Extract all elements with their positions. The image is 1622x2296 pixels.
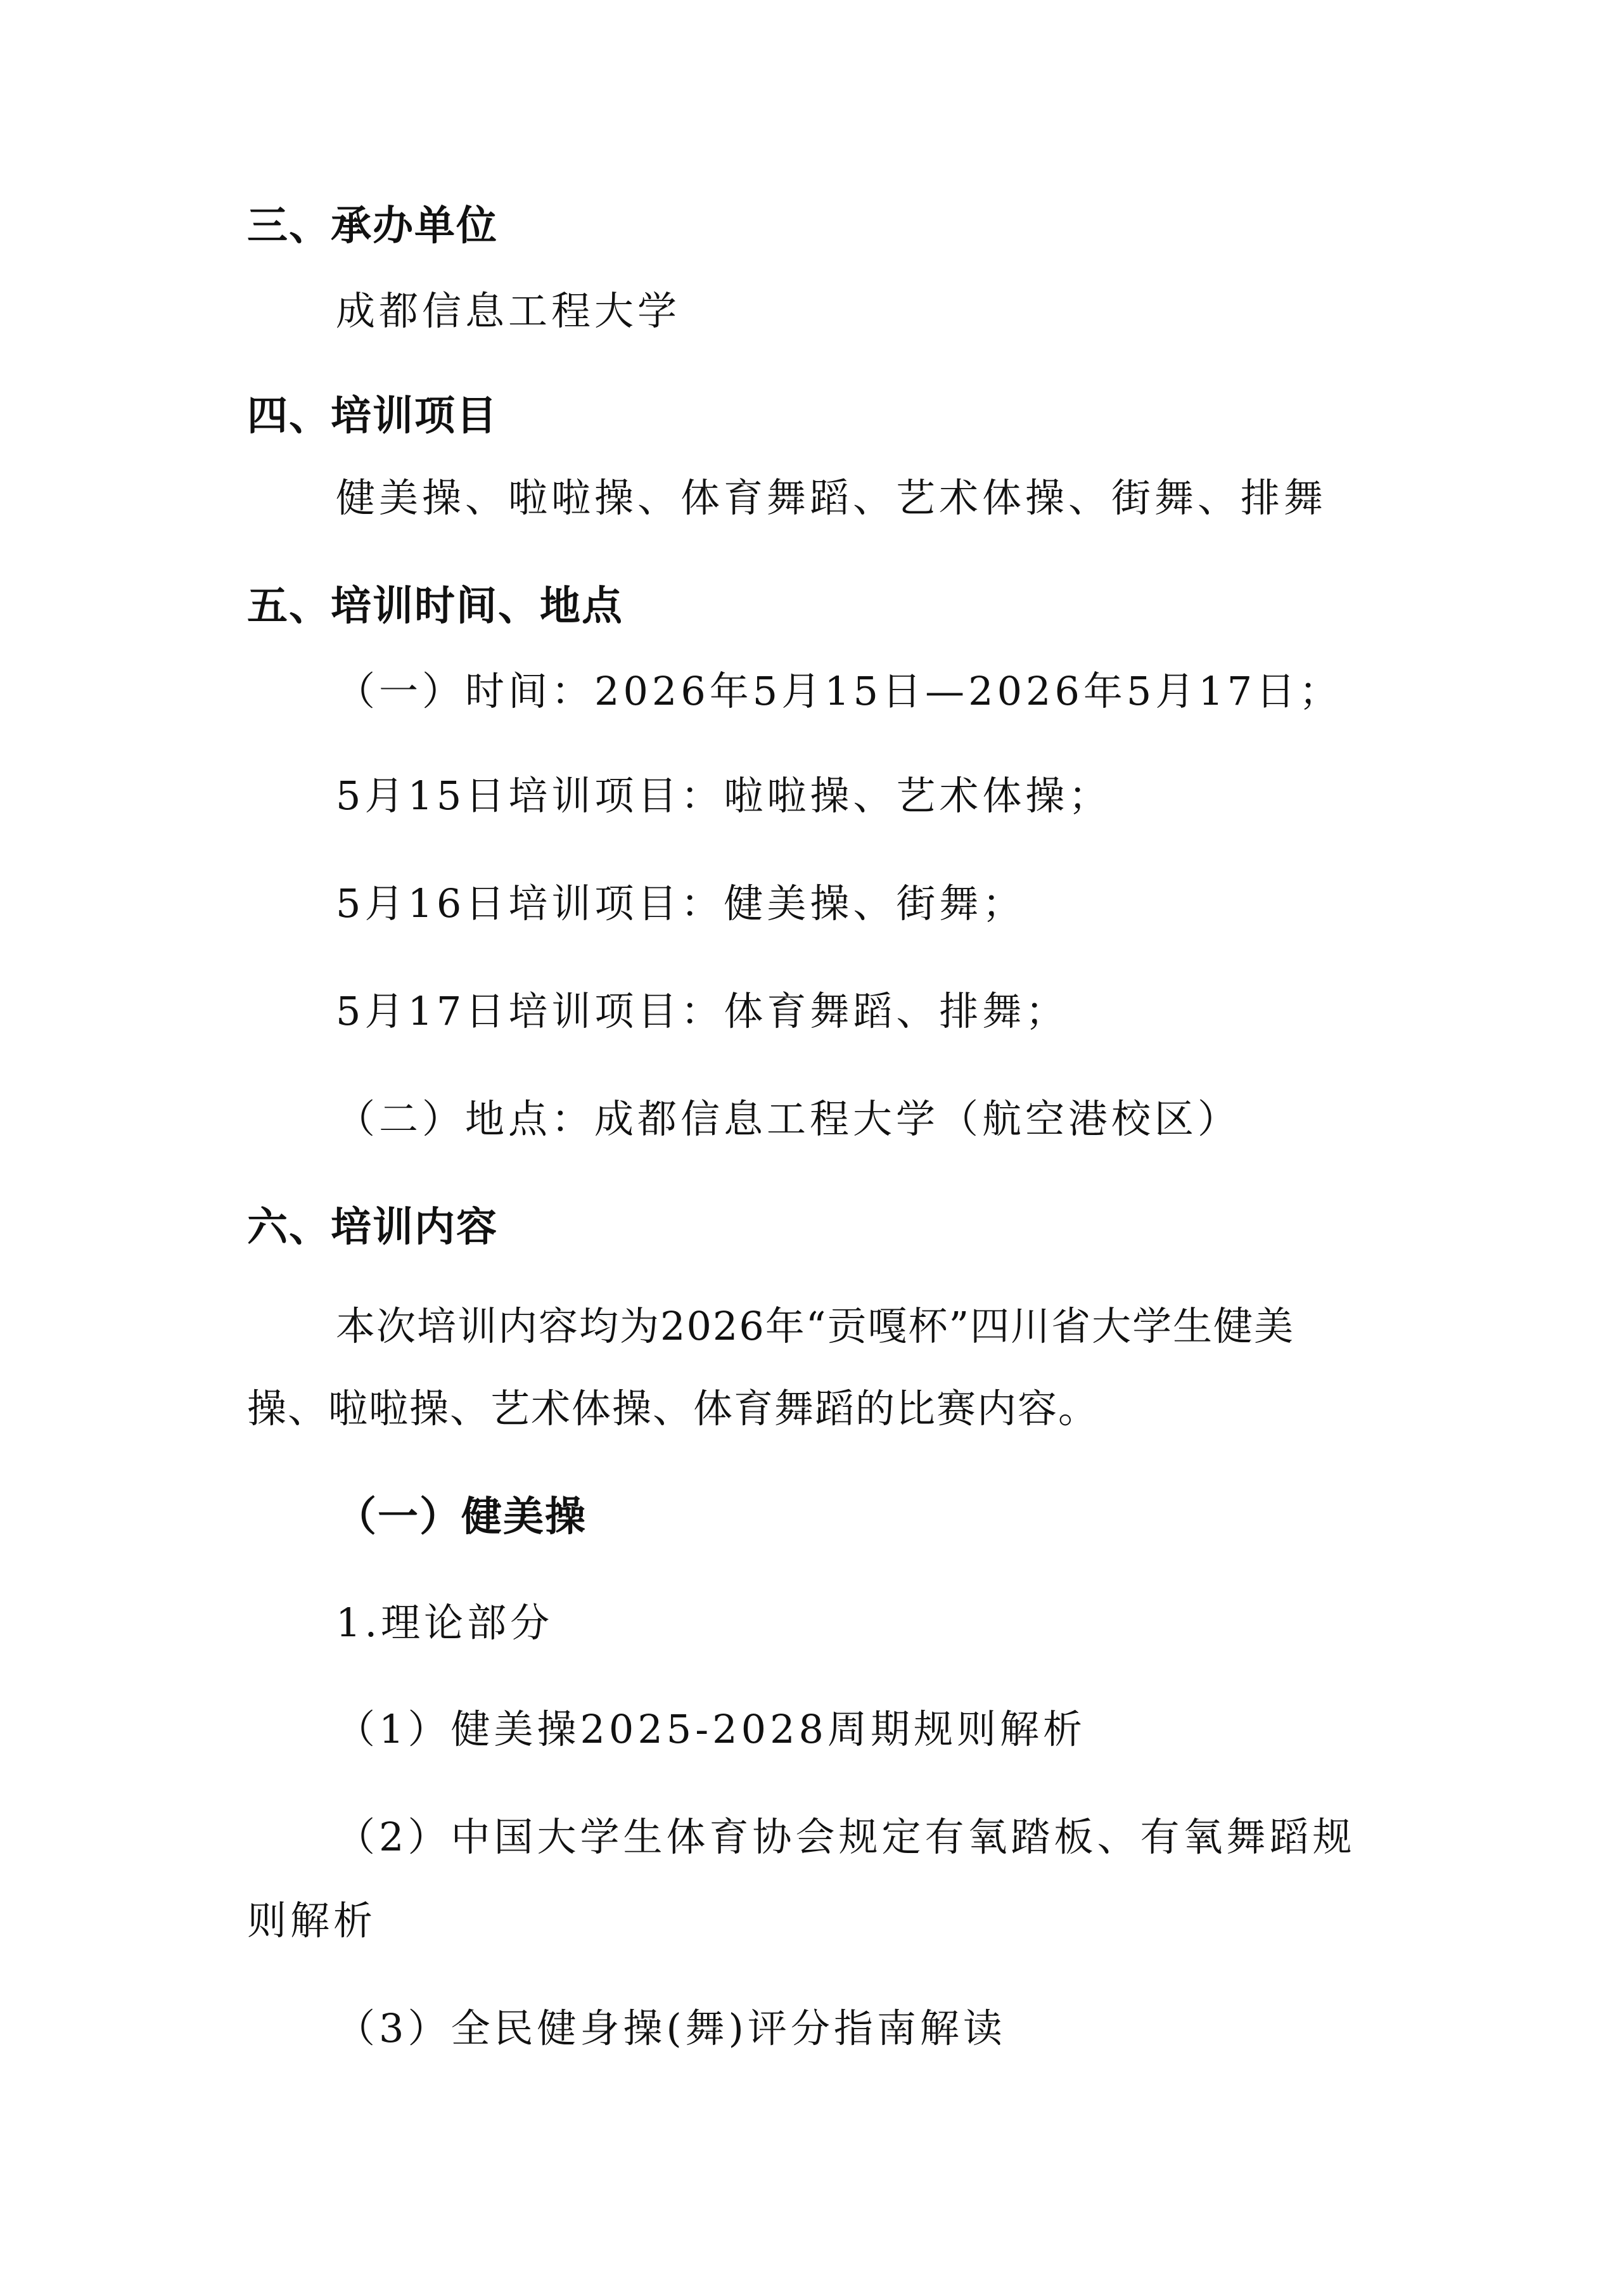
subsection-heading-aerobics: （一）健美操: [336, 1494, 587, 1541]
training-time: （一）时间：2026年5月15日—2026年5月17日；: [336, 668, 1343, 714]
content-intro-line-2: 操、啦啦操、艺术体操、体育舞蹈的比赛内容。: [247, 1385, 1099, 1432]
theory-item-2-line-1: （2）中国大学生体育协会规定有氧踏板、有氧舞蹈规: [336, 1814, 1356, 1860]
theory-item-2-line-2: 则解析: [247, 1897, 377, 1944]
theory-item-1: （1）健美操2025-2028周期规则解析: [336, 1706, 1086, 1752]
section-heading-training-items: 四、培训项目: [247, 393, 498, 440]
schedule-day-3: 5月17日培训项目：体育舞蹈、排舞；: [336, 988, 1069, 1034]
theory-item-3: （3）全民健身操(舞)评分指南解读: [336, 2005, 1006, 2051]
schedule-day-2: 5月16日培训项目：健美操、街舞；: [336, 880, 1026, 927]
schedule-day-1: 5月15日培训项目：啦啦操、艺术体操；: [336, 773, 1112, 819]
section-heading-time-place: 五、培训时间、地点: [247, 583, 623, 630]
organizer-name: 成都信息工程大学: [336, 288, 681, 334]
theory-section-title: 1.理论部分: [336, 1600, 554, 1646]
training-items-list: 健美操、啦啦操、体育舞蹈、艺术体操、街舞、排舞: [336, 475, 1327, 521]
section-heading-organizer: 三、承办单位: [247, 203, 498, 250]
training-place: （二）地点：成都信息工程大学（航空港校区）: [336, 1096, 1241, 1142]
content-intro-line-1: 本次培训内容均为2026年“贡嘎杯”四川省大学生健美: [336, 1303, 1295, 1349]
section-heading-training-content: 六、培训内容: [247, 1204, 498, 1251]
